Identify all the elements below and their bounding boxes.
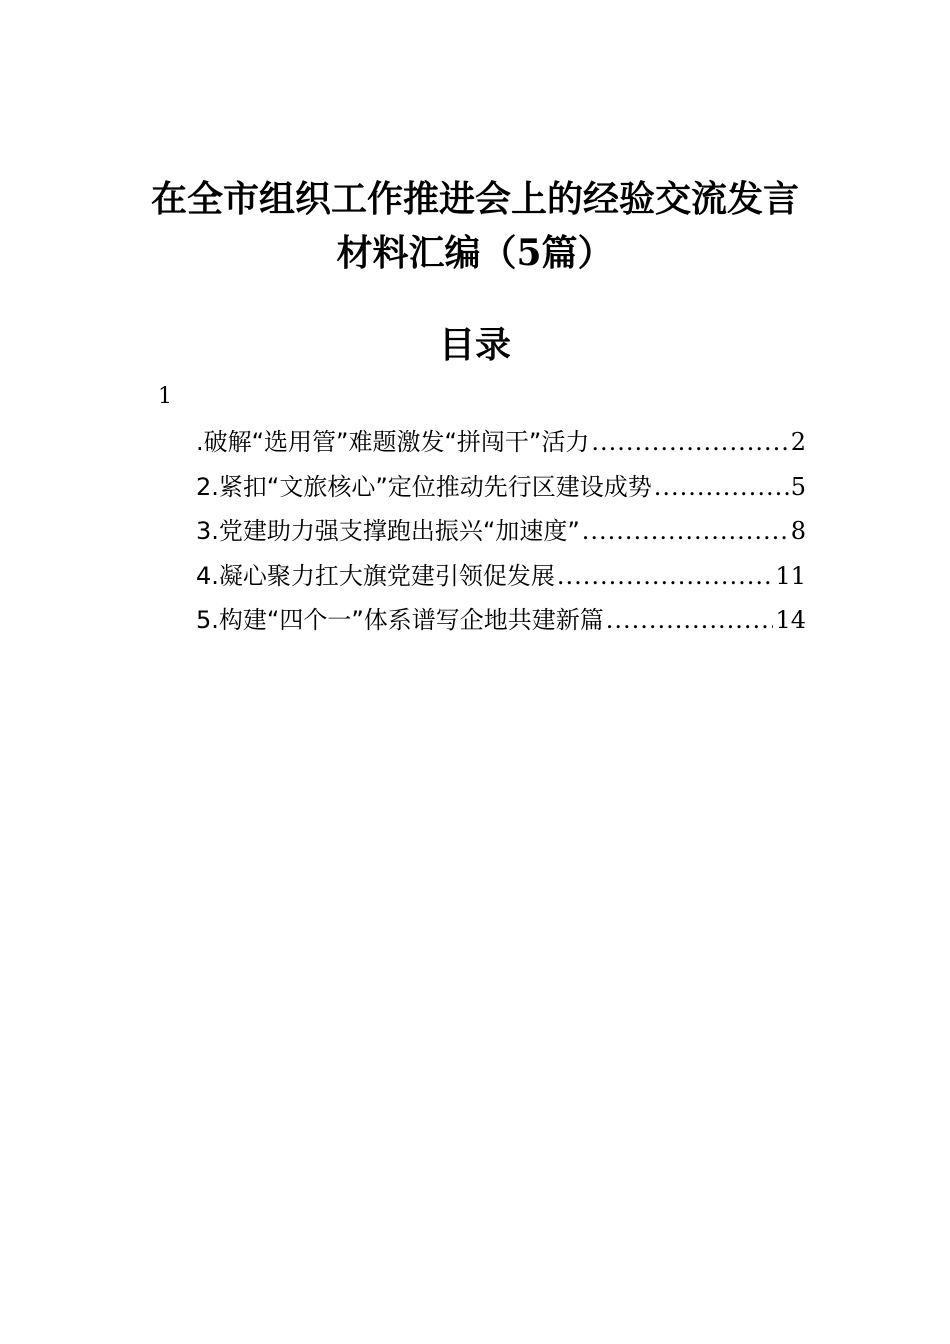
toc-list	[196, 420, 806, 643]
document-title	[0, 172, 950, 280]
toc-dot-leader	[582, 509, 789, 553]
toc-entry-4[interactable]	[196, 554, 806, 599]
toc-entry-title: .破解“选用管”难题激发“拼闯干”活力	[196, 428, 590, 456]
toc-entry-title: 4.凝心聚力扛大旗党建引领促发展	[196, 561, 555, 590]
toc-entry-1[interactable]	[196, 420, 806, 465]
toc-entry-3[interactable]	[196, 509, 806, 554]
toc-dot-leader	[606, 598, 774, 642]
toc-entry-page: 5	[790, 472, 806, 501]
toc-list-marker: 1	[158, 384, 172, 409]
toc-dot-leader	[654, 465, 789, 509]
toc-entry-2[interactable]	[196, 465, 806, 510]
toc-dot-leader	[591, 420, 788, 464]
toc-entry-title: 2.紧扣“文旅核心”定位推动先行区建设成势	[196, 472, 652, 501]
toc-entry-title: 5.构建“四个一”体系谱写企地共建新篇	[196, 606, 604, 634]
document-title-line-2: 材料汇编（5篇）	[336, 232, 614, 274]
toc-dot-leader	[557, 554, 774, 598]
toc-entry-page: 2	[790, 428, 806, 456]
toc-entry-page: 8	[790, 517, 806, 545]
toc-entry-page: 11	[775, 561, 806, 590]
toc-entry-page: 14	[775, 606, 806, 634]
toc-entry-5[interactable]	[196, 598, 806, 643]
toc-heading: 目录	[438, 324, 511, 366]
toc-entry-title: 3.党建助力强支撑跑出振兴“加速度”	[196, 517, 580, 545]
document-title-line-1: 在全市组织工作推进会上的经验交流发言	[150, 178, 799, 220]
